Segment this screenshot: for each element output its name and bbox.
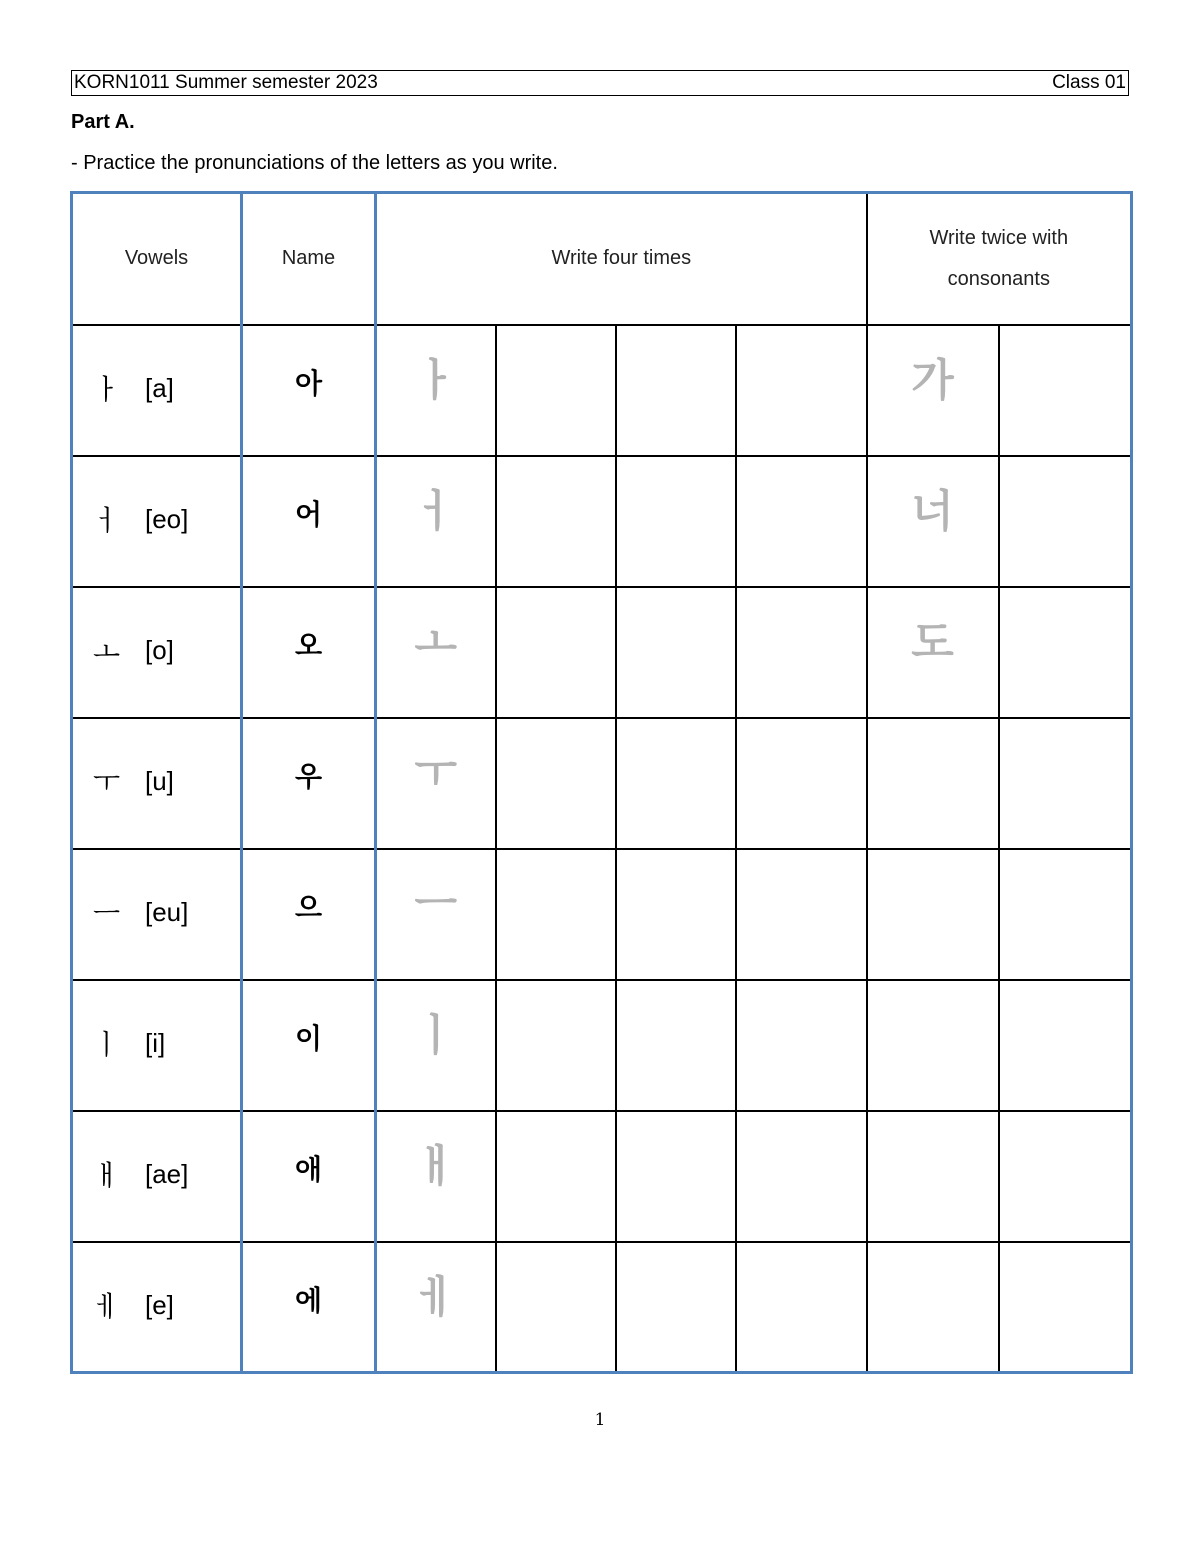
trace-cell [376, 980, 496, 1111]
write-cell[interactable] [999, 325, 1132, 456]
write-cell[interactable] [616, 1242, 736, 1373]
write-cell[interactable] [496, 1111, 616, 1242]
write-cell[interactable] [616, 849, 736, 980]
vowel-cell [72, 849, 242, 980]
header-write-twice-line2: consonants [947, 267, 1050, 290]
header-row [72, 193, 1132, 325]
trace-guide: ㅐ [414, 1141, 457, 1192]
table-row [72, 456, 1132, 587]
consonant-example-guide: 도 [911, 617, 954, 668]
write-cell[interactable] [736, 587, 867, 718]
consonant-example-cell [867, 718, 999, 849]
table-row [72, 849, 1132, 980]
write-cell[interactable] [496, 849, 616, 980]
write-cell[interactable] [999, 718, 1132, 849]
write-cell[interactable] [736, 1111, 867, 1242]
consonant-example-guide: 너 [911, 486, 954, 537]
consonant-example-cell [867, 980, 999, 1111]
write-cell[interactable] [736, 849, 867, 980]
vowel-letter: ㅐ [93, 1159, 121, 1192]
write-cell[interactable] [736, 325, 867, 456]
practice-sheet [70, 191, 1130, 1372]
write-cell[interactable] [616, 325, 736, 456]
write-cell[interactable] [616, 456, 736, 587]
vowel-letter: ㅏ [93, 373, 121, 406]
trace-cell [376, 456, 496, 587]
trace-guide: ㅓ [414, 486, 457, 537]
vowel-letter: ㅜ [93, 766, 121, 799]
vowel-romanization: [ae] [145, 1158, 189, 1189]
name-cell [242, 718, 376, 849]
vowel-romanization: [u] [145, 765, 174, 796]
table-row [72, 980, 1132, 1111]
consonant-example-guide: 가 [911, 355, 954, 406]
vowel-cell [72, 1242, 242, 1373]
vowel-name: 어 [294, 498, 323, 531]
name-cell [242, 849, 376, 980]
vowel-romanization: [i] [145, 1027, 166, 1058]
trace-guide: ㅣ [414, 1010, 457, 1061]
write-cell[interactable] [616, 718, 736, 849]
vowel-letter: ㅔ [93, 1289, 121, 1323]
vowel-cell [72, 1111, 242, 1242]
vowel-name: 에 [294, 1283, 323, 1317]
table-row [72, 718, 1132, 849]
vowel-name: 우 [294, 760, 323, 793]
consonant-example-cell [867, 1242, 999, 1373]
write-cell[interactable] [616, 587, 736, 718]
write-cell[interactable] [999, 849, 1132, 980]
vowel-letter: ㅡ [93, 897, 121, 930]
vowel-letter: ㅓ [93, 504, 121, 537]
header-write-four: Write four times [376, 193, 867, 325]
table-row [72, 587, 1132, 718]
vowel-romanization: [a] [145, 372, 174, 403]
course-title: KORN1011 Summer semester 2023 [74, 72, 378, 93]
write-cell[interactable] [496, 980, 616, 1111]
consonant-example-cell [867, 849, 999, 980]
write-cell[interactable] [999, 980, 1132, 1111]
name-cell [242, 456, 376, 587]
write-cell[interactable] [616, 1111, 736, 1242]
vowel-romanization: [eo] [145, 503, 189, 534]
document-header [71, 70, 1129, 96]
table-row [72, 1242, 1132, 1373]
vowel-name: 으 [294, 891, 323, 924]
write-cell[interactable] [736, 1242, 867, 1373]
vowel-letter: ㅗ [93, 635, 121, 668]
trace-guide: ㅗ [414, 617, 457, 668]
header-write-twice-line1: Write twice with [929, 226, 1069, 249]
vowel-cell [72, 718, 242, 849]
vowel-cell [72, 325, 242, 456]
name-cell [242, 587, 376, 718]
consonant-example-cell [867, 456, 999, 587]
write-cell[interactable] [999, 1111, 1132, 1242]
consonant-example-cell [867, 587, 999, 718]
page-number: 1 [594, 1410, 606, 1430]
trace-guide: ㅔ [414, 1271, 457, 1323]
write-cell[interactable] [496, 456, 616, 587]
header-name: Name [242, 193, 376, 325]
write-cell[interactable] [736, 718, 867, 849]
part-title: Part A. [71, 111, 135, 133]
consonant-example-cell [867, 1111, 999, 1242]
write-cell[interactable] [999, 1242, 1132, 1373]
vowel-romanization: [eu] [145, 896, 189, 927]
write-cell[interactable] [496, 587, 616, 718]
vowel-cell [72, 456, 242, 587]
practice-table [70, 191, 1133, 1374]
write-cell[interactable] [999, 456, 1132, 587]
write-cell[interactable] [496, 718, 616, 849]
trace-cell [376, 1111, 496, 1242]
name-cell [242, 1242, 376, 1373]
header-vowels: Vowels [72, 193, 242, 325]
trace-cell [376, 718, 496, 849]
vowel-name: 애 [294, 1153, 323, 1186]
vowel-romanization: [e] [145, 1289, 174, 1320]
write-cell[interactable] [496, 325, 616, 456]
name-cell [242, 1111, 376, 1242]
vowel-name: 오 [294, 629, 323, 662]
vowel-romanization: [o] [145, 634, 174, 665]
header-write-twice [867, 193, 1132, 325]
write-cell[interactable] [736, 980, 867, 1111]
vowel-cell [72, 587, 242, 718]
vowel-cell [72, 980, 242, 1111]
write-cell[interactable] [616, 980, 736, 1111]
vowel-letter: ㅣ [93, 1028, 121, 1061]
trace-guide: ㅏ [414, 355, 457, 406]
name-cell [242, 980, 376, 1111]
trace-cell [376, 1242, 496, 1373]
instruction-text: - Practice the pronunciations of the letters as you write. [71, 152, 558, 174]
vowel-name: 아 [294, 367, 323, 400]
vowel-name: 이 [294, 1022, 323, 1055]
trace-guide: ㅜ [414, 748, 457, 799]
trace-guide: ㅡ [414, 879, 457, 930]
write-cell[interactable] [496, 1242, 616, 1373]
name-cell [242, 325, 376, 456]
trace-cell [376, 587, 496, 718]
trace-cell [376, 325, 496, 456]
table-row [72, 325, 1132, 456]
write-cell[interactable] [736, 456, 867, 587]
trace-cell [376, 849, 496, 980]
consonant-example-cell [867, 325, 999, 456]
class-label: Class 01 [1052, 72, 1126, 93]
write-cell[interactable] [999, 587, 1132, 718]
table-row [72, 1111, 1132, 1242]
